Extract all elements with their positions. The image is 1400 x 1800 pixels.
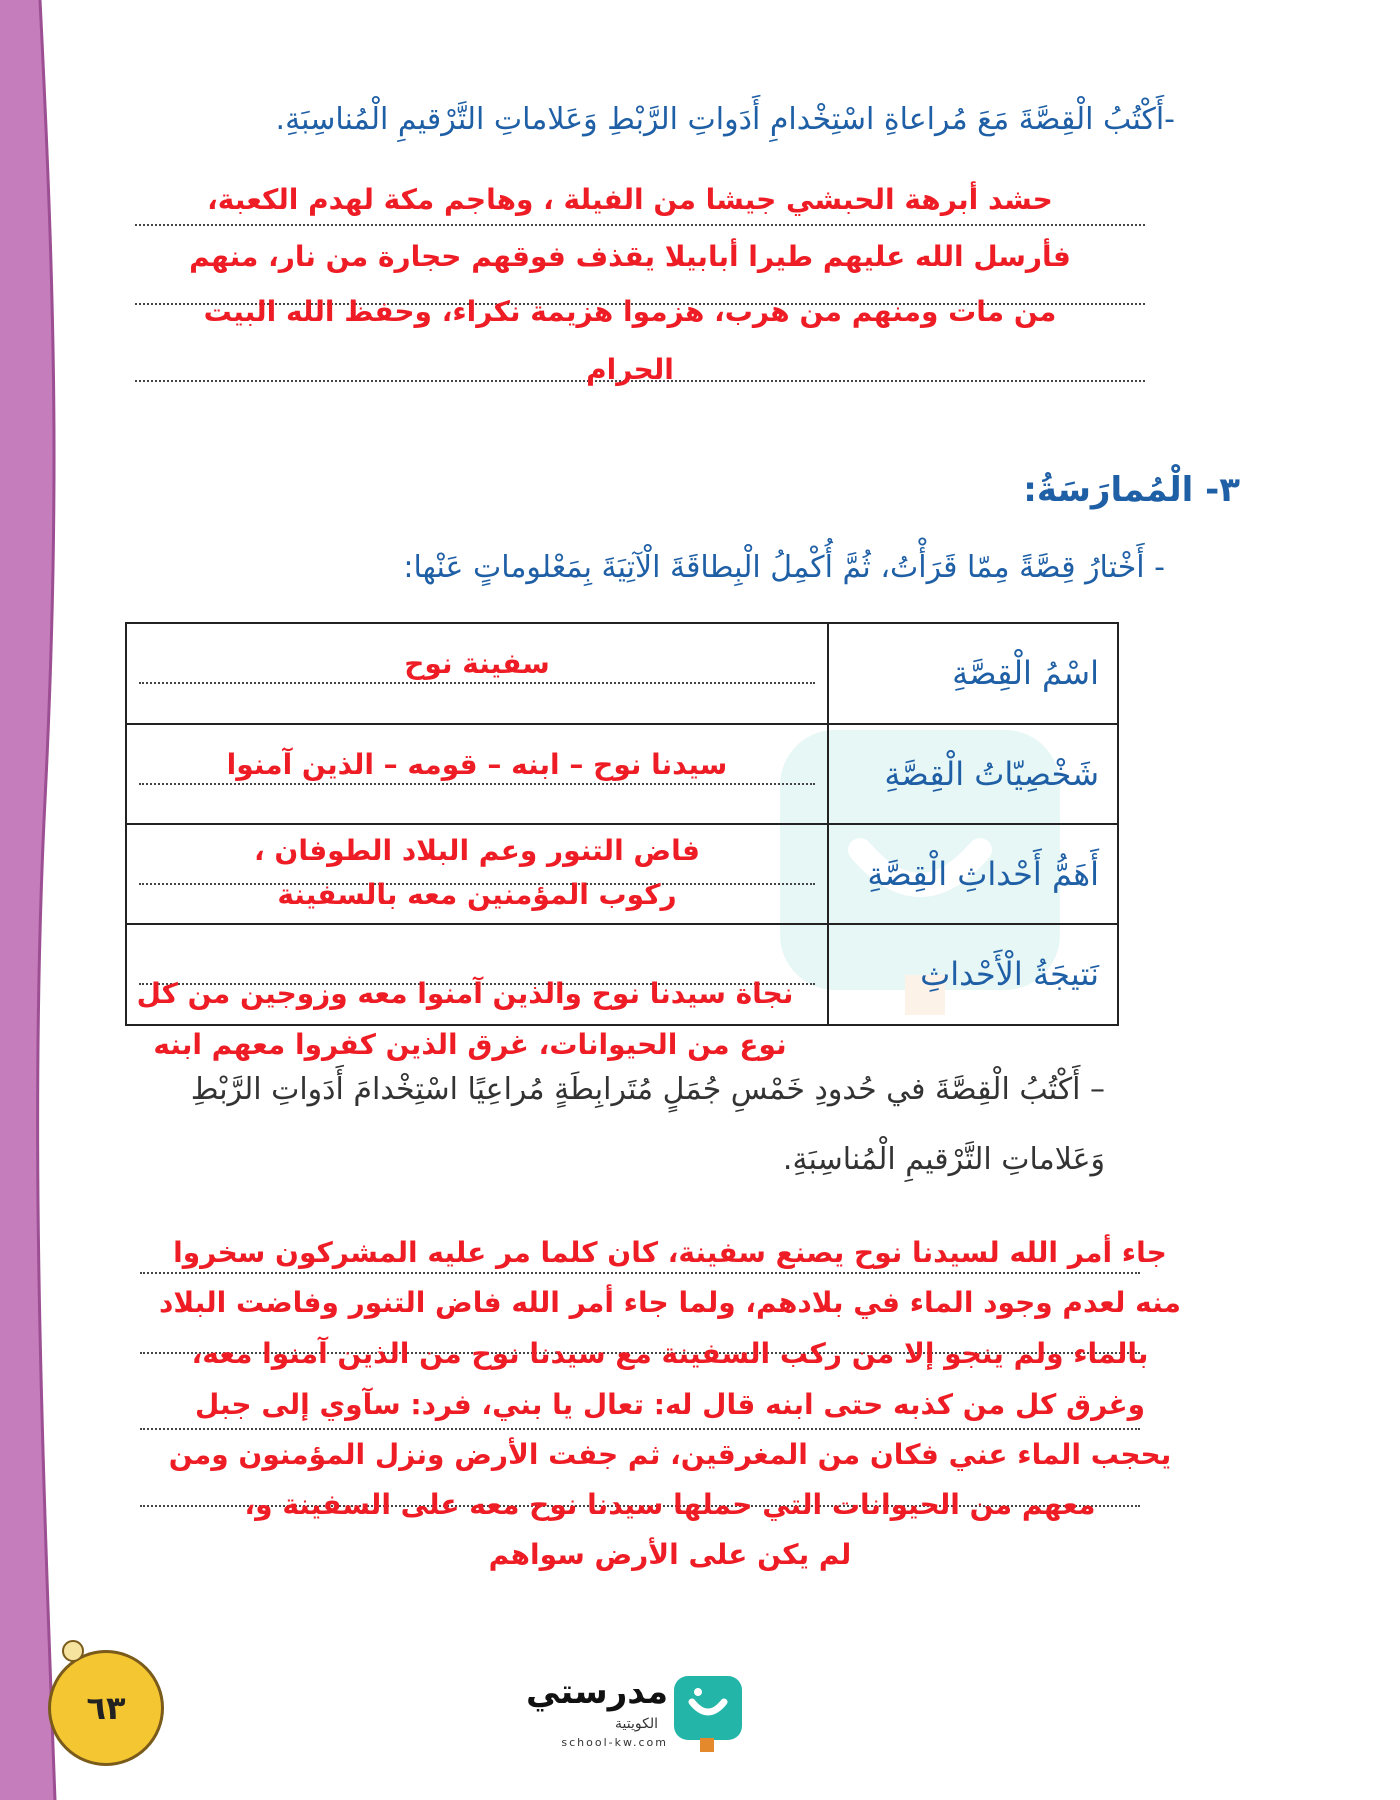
brand-url: school-kw.com: [561, 1736, 668, 1749]
story-line: بالماء ولم ينجو إلا من ركب السفينة مع سيدنا نوح من الذين آمنوا معه،: [191, 1337, 1149, 1370]
card-label: نَتيجَةُ الْأَحْداثِ: [920, 955, 1099, 993]
story-line: منه لعدم وجود الماء في بلادهم، ولما جاء أمر الله فاض التنور وفاضت البلاد: [159, 1286, 1181, 1319]
badge-knot: [62, 1640, 84, 1662]
card-answer: سفينة نوح: [404, 647, 550, 680]
card-answer: فاض التنور وعم البلاد الطوفان ،: [254, 834, 700, 867]
brand-logo: [520, 1672, 750, 1762]
card-answer: نجاة سيدنا نوح والذين آمنوا معه وزوجين من كل: [136, 977, 794, 1010]
card-answer: سيدنا نوح – ابنه – قومه – الذين آمنوا: [226, 748, 728, 781]
answer-text-line: الحرام: [586, 353, 674, 386]
side-decoration: [0, 0, 80, 1800]
card-row-events: [126, 824, 1118, 924]
card-row-characters: [126, 724, 1118, 824]
card-label: اسْمُ الْقِصَّةِ: [952, 654, 1099, 692]
story-line: لم يكن على الأرض سواهم: [488, 1538, 852, 1571]
story-line: معهم من الحيوانات التي حملها سيدنا نوح معه على السفينة و،: [244, 1488, 1096, 1521]
story-dotted-line: [140, 1428, 1140, 1430]
brand-icon: [672, 1674, 744, 1754]
brand-name: مدرستي: [526, 1672, 668, 1712]
answer-line-1: [135, 224, 1145, 226]
answer-text-line: فأرسل الله عليهم طيرا أبابيلا يقذف فوقهم حجارة من نار، منهم: [189, 240, 1071, 273]
write-instruction: وَعَلاماتِ التَّرْقيمِ الْمُناسِبَةِ.: [782, 1142, 1105, 1177]
section1-instruction: -أَكْتُبُ الْقِصَّةَ مَعَ مُراعاةِ اسْتِخْدامِ أَدَواتِ الرَّبْطِ وَعَلاماتِ التَّرْقيمِ الْمُناسِبَةِ.: [275, 102, 1175, 137]
page-number-badge: [48, 1650, 164, 1766]
card-label: شَخْصِيّاتُ الْقِصَّةِ: [884, 755, 1099, 793]
page-number: ٦٣: [86, 1689, 126, 1727]
brand-sub: الكويتية: [615, 1716, 658, 1732]
card-row-title: [126, 623, 1118, 724]
section3-instruction: - أَخْتارُ قِصَّةً مِمّا قَرَأْتُ، ثُمَّ أُكْمِلُ الْبِطاقَةَ الْآتِيَةَ بِمَعْلوماتٍ عَنْها:: [403, 550, 1165, 585]
story-line: وغرق كل من كذبه حتى ابنه قال له: تعال يا بني، فرد: سآوي إلى جبل: [194, 1388, 1146, 1421]
card-answer: نوع من الحيوانات، غرق الذين كفروا معهم ابنه: [153, 1028, 787, 1061]
story-line: جاء أمر الله لسيدنا نوح يصنع سفينة، كان كلما مر عليه المشركون سخروا: [173, 1236, 1167, 1269]
story-card: [125, 622, 1119, 1026]
section3-heading: ٣- الْمُمارَسَةُ:: [1023, 470, 1240, 510]
story-line: يحجب الماء عني فكان من المغرقين، ثم جفت الأرض ونزل المؤمنون ومن: [168, 1438, 1172, 1471]
answer-text-line: حشد أبرهة الحبشي جيشا من الفيلة ، وهاجم مكة لهدم الكعبة،: [207, 183, 1053, 216]
write-instruction: – أَكْتُبُ الْقِصَّةَ في حُدودِ خَمْسِ جُمَلٍ مُتَرابِطَةٍ مُراعِيًا اسْتِخْدامَ أَدَواتِ الرَّبْطِ: [190, 1072, 1105, 1107]
card-answer: ركوب المؤمنين معه بالسفينة: [277, 878, 677, 911]
card-label: أَهَمُّ أَحْداثِ الْقِصَّةِ: [867, 855, 1099, 893]
answer-text-line: من مات ومنهم من هرب، هزموا هزيمة نكراء، وحفظ الله البيت: [203, 295, 1057, 328]
